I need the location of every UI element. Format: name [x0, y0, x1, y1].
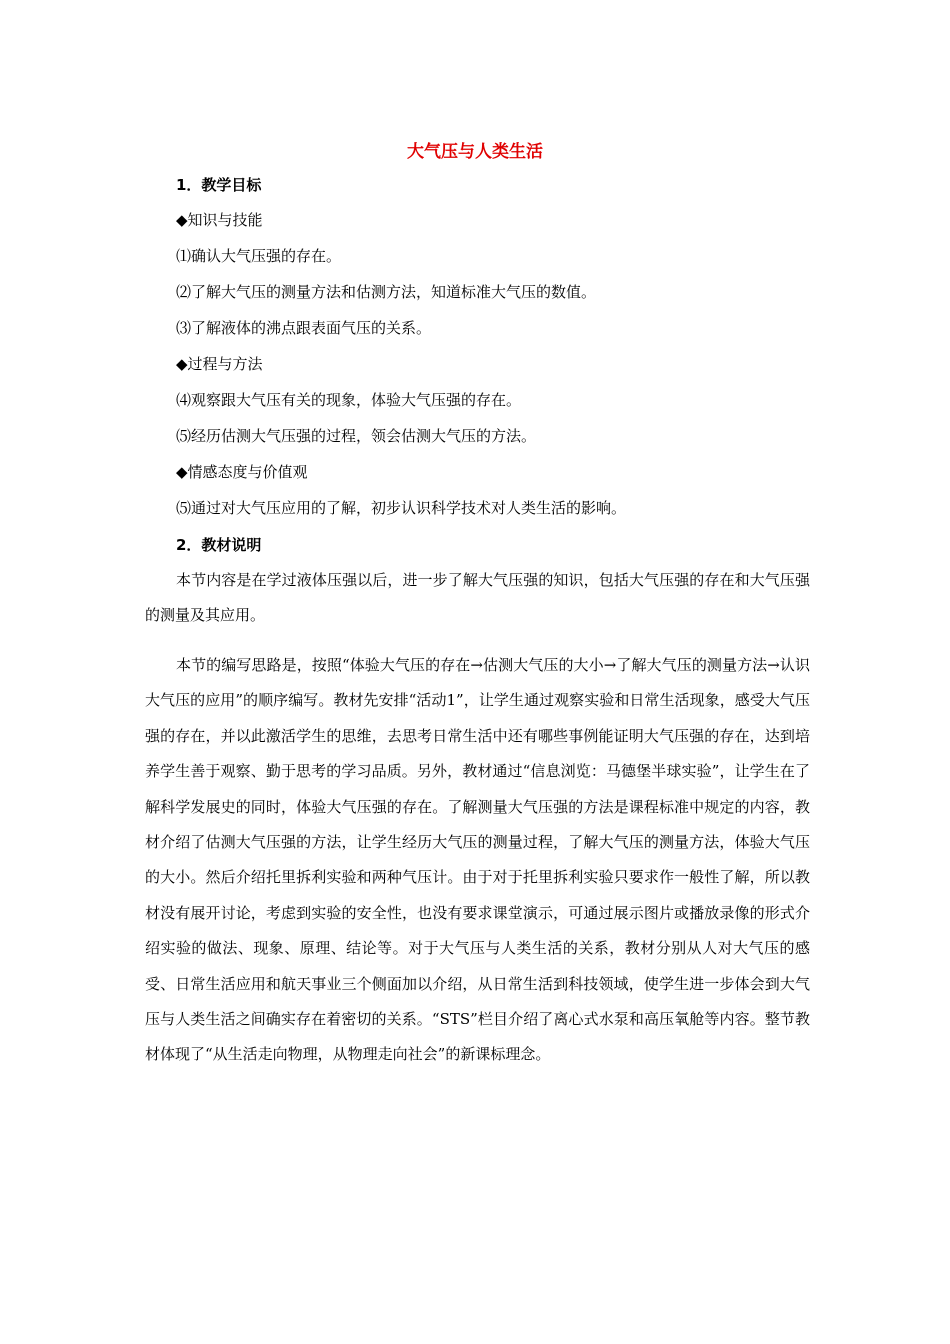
- goal-item: ⑴确认大气压强的存在。: [176, 247, 342, 265]
- goal-item: ⑷观察跟大气压有关的现象，体验大气压强的存在。: [176, 391, 522, 409]
- goal-item: ⑵了解大气压的测量方法和估测方法，知道标准大气压的数值。: [176, 283, 597, 301]
- section-heading-textbook-notes: 2．教材说明: [176, 536, 262, 554]
- section-heading-teaching-goals: 1．教学目标: [176, 176, 262, 194]
- group-label-knowledge-skills: ◆知识与技能: [176, 211, 263, 229]
- document-title: 大气压与人类生活: [407, 142, 543, 162]
- paragraph-intro: 本节内容是在学过液体压强以后，进一步了解大气压强的知识，包括大气压强的存在和大气压强的测量及其应用。: [145, 571, 810, 625]
- goal-item: ⑸通过对大气压应用的了解，初步认识科学技术对人类生活的影响。: [176, 499, 627, 517]
- group-label-process-method: ◆过程与方法: [176, 355, 263, 373]
- goal-item: ⑸经历估测大气压强的过程，领会估测大气压的方法。: [176, 427, 537, 445]
- group-label-attitude-values: ◆情感态度与价值观: [176, 463, 308, 481]
- paragraph-writing-approach: 本节的编写思路是，按照“体验大气压的存在→估测大气压的大小→了解大气压的测量方法→认识大气压的应用”的顺序编写。教材先安排“活动1”，让学生通过观察实验和日常生活现象，感受大气压强的存在，并以此激活学生的思维，去思考日常生活中还有哪些事例能证明大气压强的存在，达到培养学生善于观察、勤于思考的学习品质。另外，教材通过“信息浏览：马德堡半球实验”，让学生在了解科学发展史的同时，体验大气压强的存在。了解测量大气压强的方法是课程标准中规定的内容，教材介绍了估测大气压强的方法，让学生经历大气压的测量过程，了解大气压的测量方法，体验大气压的大小。然后介绍托里拆利实验和两种气压计。由于对于托里拆利实验只要求作一般性了解，所以教材没有展开讨论，考虑到实验的安全性，也没有要求课堂演示，可通过展示图片或播放录像的形式介绍实验的做法、现象、原理、结论等。对于大气压与人类生活的关系，教材分别从人对大气压的感受、日常生活应用和航天事业三个侧面加以介绍，从日常生活到科技领域，使学生进一步体会到大气压与人类生活之间确实存在着密切的关系。“STS”栏目介绍了离心式水泵和高压氧舱等内容。整节教材体现了“从生活走向物理，从物理走向社会”的新课标理念。: [145, 656, 810, 1064]
- goal-item: ⑶了解液体的沸点跟表面气压的关系。: [176, 319, 432, 337]
